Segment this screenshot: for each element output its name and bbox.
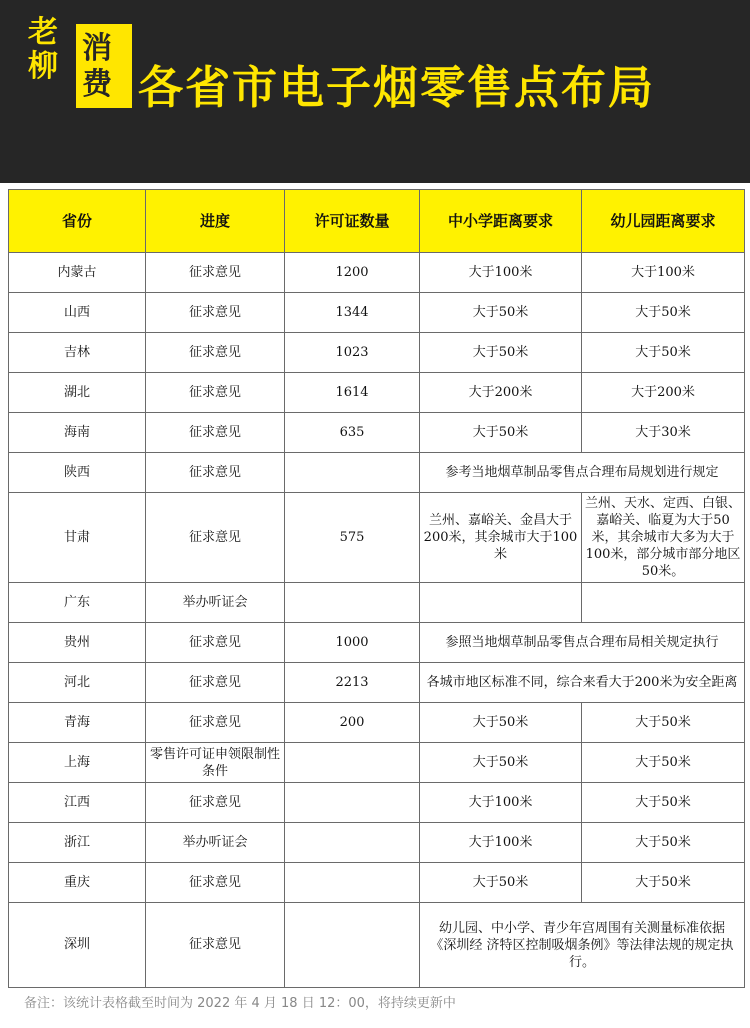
license-count-cell — [285, 863, 420, 903]
province-cell: 甘肃 — [9, 493, 146, 583]
license-count-cell: 575 — [285, 493, 420, 583]
province-cell: 深圳 — [9, 903, 146, 988]
progress-cell: 征求意见 — [146, 863, 285, 903]
table-row — [9, 903, 745, 988]
progress-cell: 零售许可证申领限制性条件 — [146, 743, 285, 783]
progress-cell: 征求意见 — [146, 333, 285, 373]
license-count-cell — [285, 783, 420, 823]
table-header-row — [9, 190, 745, 253]
logo-char: 费 — [82, 67, 109, 102]
province-cell: 海南 — [9, 413, 146, 453]
school-distance-cell: 大于100米 — [420, 823, 582, 863]
table-row — [9, 413, 745, 453]
license-count-cell — [285, 743, 420, 783]
logo-char: 柳 — [28, 49, 55, 84]
province-cell: 吉林 — [9, 333, 146, 373]
province-cell: 山西 — [9, 293, 146, 333]
progress-cell: 征求意见 — [146, 903, 285, 988]
kindergarten-distance-cell — [582, 583, 745, 623]
merged-distance-cell: 各城市地区标准不同，综合来看大于200米为安全距离 — [420, 663, 745, 703]
column-header: 许可证数量 — [285, 190, 420, 253]
school-distance-cell: 大于50米 — [420, 703, 582, 743]
table-row — [9, 663, 745, 703]
province-cell: 河北 — [9, 663, 146, 703]
table-row — [9, 453, 745, 493]
school-distance-cell: 大于100米 — [420, 253, 582, 293]
logo-char: 消 — [82, 31, 109, 66]
kindergarten-distance-cell: 大于50米 — [582, 703, 745, 743]
progress-cell: 征求意见 — [146, 373, 285, 413]
school-distance-cell: 大于50米 — [420, 333, 582, 373]
column-header: 幼儿园距离要求 — [582, 190, 745, 253]
progress-cell: 举办听证会 — [146, 823, 285, 863]
license-count-cell: 635 — [285, 413, 420, 453]
province-cell: 陕西 — [9, 453, 146, 493]
license-count-cell — [285, 823, 420, 863]
progress-cell: 征求意见 — [146, 453, 285, 493]
table-row — [9, 743, 745, 783]
kindergarten-distance-cell: 大于50米 — [582, 743, 745, 783]
province-cell: 重庆 — [9, 863, 146, 903]
brand-logo — [24, 14, 114, 104]
kindergarten-distance-cell: 大于30米 — [582, 413, 745, 453]
school-distance-cell: 大于100米 — [420, 783, 582, 823]
progress-cell: 征求意见 — [146, 663, 285, 703]
kindergarten-distance-cell: 大于50米 — [582, 823, 745, 863]
school-distance-cell — [420, 583, 582, 623]
progress-cell: 征求意见 — [146, 623, 285, 663]
license-count-cell — [285, 453, 420, 493]
kindergarten-distance-cell: 大于50米 — [582, 783, 745, 823]
license-count-cell: 1344 — [285, 293, 420, 333]
merged-distance-cell: 参考当地烟草制品零售点合理布局规划进行规定 — [420, 453, 745, 493]
kindergarten-distance-cell: 大于50米 — [582, 333, 745, 373]
license-count-cell — [285, 583, 420, 623]
province-cell: 贵州 — [9, 623, 146, 663]
school-distance-cell: 大于50米 — [420, 413, 582, 453]
column-header: 中小学距离要求 — [420, 190, 582, 253]
progress-cell: 举办听证会 — [146, 583, 285, 623]
school-distance-cell: 大于50米 — [420, 743, 582, 783]
license-count-cell: 1614 — [285, 373, 420, 413]
kindergarten-distance-cell: 大于50米 — [582, 293, 745, 333]
license-count-cell: 2213 — [285, 663, 420, 703]
page-header — [0, 0, 750, 183]
kindergarten-distance-cell: 大于50米 — [582, 863, 745, 903]
license-count-cell: 1200 — [285, 253, 420, 293]
province-cell: 上海 — [9, 743, 146, 783]
table-row — [9, 623, 745, 663]
column-header: 省份 — [9, 190, 146, 253]
progress-cell: 征求意见 — [146, 413, 285, 453]
school-distance-cell: 兰州、嘉峪关、金昌大于200米，其余城市大于100米 — [420, 493, 582, 583]
progress-cell: 征求意见 — [146, 493, 285, 583]
table-row — [9, 373, 745, 413]
province-cell: 浙江 — [9, 823, 146, 863]
province-cell: 江西 — [9, 783, 146, 823]
province-cell: 湖北 — [9, 373, 146, 413]
progress-cell: 征求意见 — [146, 783, 285, 823]
school-distance-cell: 大于50米 — [420, 293, 582, 333]
table-row — [9, 253, 745, 293]
kindergarten-distance-cell: 大于100米 — [582, 253, 745, 293]
merged-distance-cell: 参照当地烟草制品零售点合理布局相关规定执行 — [420, 623, 745, 663]
progress-cell: 征求意见 — [146, 253, 285, 293]
table-row — [9, 783, 745, 823]
license-count-cell: 1000 — [285, 623, 420, 663]
kindergarten-distance-cell: 兰州、天水、定西、白银、嘉峪关、临夏为大于50米，其余城市大多为大于100米，部分城市部分地区50米。 — [582, 493, 745, 583]
kindergarten-distance-cell: 大于200米 — [582, 373, 745, 413]
logo-char: 老 — [28, 15, 55, 50]
school-distance-cell: 大于200米 — [420, 373, 582, 413]
table-row — [9, 493, 745, 583]
table-row — [9, 583, 745, 623]
province-cell: 内蒙古 — [9, 253, 146, 293]
province-cell: 广东 — [9, 583, 146, 623]
license-count-cell: 1023 — [285, 333, 420, 373]
table-row — [9, 703, 745, 743]
retail-layout-table — [8, 189, 745, 988]
license-count-cell — [285, 903, 420, 988]
progress-cell: 征求意见 — [146, 703, 285, 743]
table-row — [9, 823, 745, 863]
province-cell: 青海 — [9, 703, 146, 743]
license-count-cell: 200 — [285, 703, 420, 743]
progress-cell: 征求意见 — [146, 293, 285, 333]
table-row — [9, 333, 745, 373]
footnote: 备注：该统计表格截至时间为 2022 年 4 月 18 日 12：00，将持续更新中 — [24, 996, 456, 1011]
column-header: 进度 — [146, 190, 285, 253]
table-row — [9, 293, 745, 333]
table-row — [9, 863, 745, 903]
page-title: 各省市电子烟零售点布局 — [138, 61, 656, 114]
merged-distance-cell: 幼儿园、中小学、青少年宫周围有关测量标准依据《深圳经 济特区控制吸烟条例》等法律法规的规定执行。 — [420, 903, 745, 988]
school-distance-cell: 大于50米 — [420, 863, 582, 903]
